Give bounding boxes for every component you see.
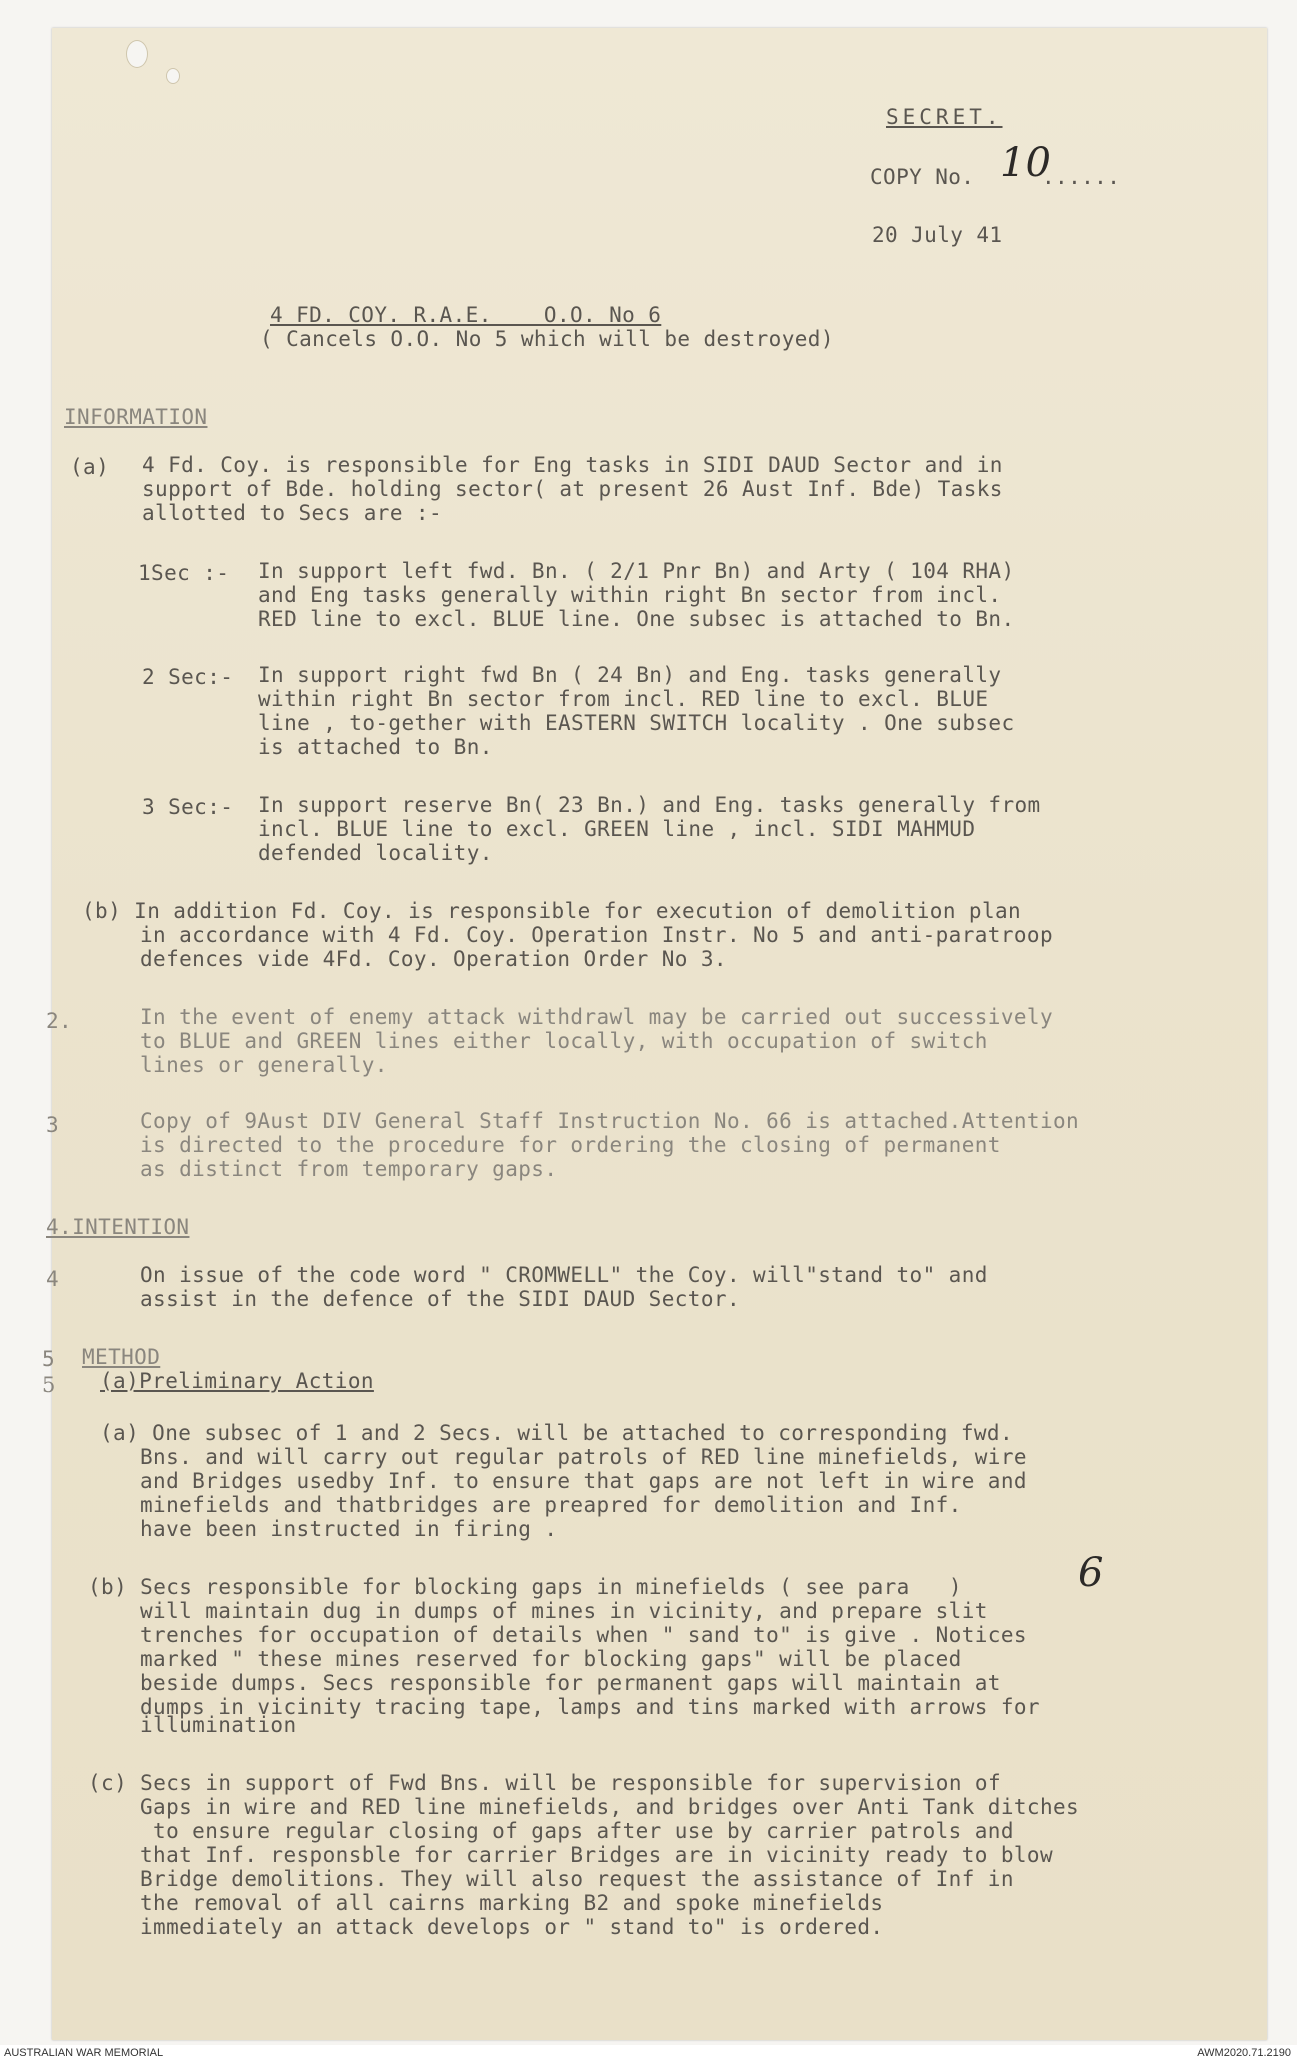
method-para-line: will maintain dug in dumps of mines in vicinity, and prepare slit — [140, 1599, 988, 1623]
punch-hole — [166, 68, 180, 84]
method-para-line: Bns. and will carry out regular patrols of RED line minefields, wire — [140, 1445, 1027, 1469]
para-3-line: Copy of 9Aust DIV General Staff Instruction No. 66 is attached.Attention — [140, 1109, 1080, 1133]
method-para-line: the removal of all cairns marking B2 and spoke minefields — [140, 1891, 884, 1915]
method-para-line: marked " these mines reserved for blocking gaps" will be placed — [140, 1647, 962, 1671]
method-para-line: (c) Secs in support of Fwd Bns. will be responsible for supervision of — [88, 1771, 1002, 1795]
intention-marker: 4 — [46, 1267, 60, 1291]
copy-number-label: COPY No. — [870, 165, 975, 189]
footer-institution: AUSTRALIAN WAR MEMORIAL — [4, 2047, 164, 2059]
sec-line: and Eng tasks generally within right Bn sector from incl. — [258, 583, 1002, 607]
para-2-line: lines or generally. — [140, 1053, 388, 1077]
document-page — [42, 28, 1267, 2040]
method-para-line: that Inf. responsble for carrier Bridges are in vicinity ready to blow — [140, 1843, 1054, 1867]
sec-line: In support left fwd. Bn. ( 2/1 Pnr Bn) and Arty ( 104 RHA) — [258, 559, 1015, 583]
document-date: 20 July 41 — [872, 223, 1003, 247]
method-para-line: to ensure regular closing of gaps after use by carrier patrols and — [140, 1819, 1014, 1843]
section-heading-information: INFORMATION — [64, 405, 208, 429]
para-b-line: (b) In addition Fd. Coy. is responsible for execution of demolition plan — [82, 899, 1022, 923]
para-3-line: as distinct from temporary gaps. — [140, 1157, 558, 1181]
method-para-line: beside dumps. Secs responsible for permanent gaps will maintain at — [140, 1671, 1001, 1695]
footer-accession-number: AWM2020.71.2190 — [1197, 2047, 1291, 2059]
order-subtitle: ( Cancels O.O. No 5 which will be destroyed) — [260, 327, 834, 351]
copy-number-handwritten: 10 — [1000, 140, 1051, 186]
para-reference-handwritten: 6 — [1078, 1550, 1104, 1596]
sec-line: line , to-gether with EASTERN SWITCH locality . One subsec — [258, 711, 1015, 735]
order-title: 4 FD. COY. R.A.E. O.O. No 6 — [270, 303, 662, 327]
method-para-line: Gaps in wire and RED line minefields, and bridges over Anti Tank ditches — [140, 1795, 1080, 1819]
sec-label: 2 Sec:- — [142, 665, 234, 689]
method-para-line: immediately an attack develops or " stand to" is ordered. — [140, 1915, 884, 1939]
intention-line: assist in the defence of the SIDI DAUD Sector. — [140, 1287, 740, 1311]
sec-line: defended locality. — [258, 841, 493, 865]
para-2-line: to BLUE and GREEN lines either locally, with occupation of switch — [140, 1029, 988, 1053]
para-2-line: In the event of enemy attack withdrawl may be carried out successively — [140, 1005, 1054, 1029]
method-marker: 5 — [42, 1347, 56, 1371]
para-b-line: in accordance with 4 Fd. Coy. Operation Instr. No 5 and anti-paratroop — [140, 923, 1054, 947]
para-3-marker: 3 — [46, 1113, 60, 1137]
intention-line: On issue of the code word " CROMWELL" the Coy. will"stand to" and — [140, 1263, 988, 1287]
punch-hole — [126, 40, 148, 68]
para-3-line: is directed to the procedure for ordering the closing of permanent — [140, 1133, 1001, 1157]
para-a-marker: (a) — [70, 455, 110, 479]
para-a-line: allotted to Secs are :- — [142, 501, 442, 525]
method-para-line: (a) One subsec of 1 and 2 Secs. will be attached to corresponding fwd. — [100, 1421, 1014, 1445]
sec-line: RED line to excl. BLUE line. One subsec is attached to Bn. — [258, 607, 1015, 631]
sec-label: 1Sec :- — [138, 561, 230, 585]
para-b-line: defences vide 4Fd. Coy. Operation Order No 3. — [140, 947, 727, 971]
method-para-line: and Bridges usedby Inf. to ensure that gaps are not left in wire and — [140, 1469, 1027, 1493]
section-heading-method: METHOD — [82, 1345, 161, 1369]
sec-line: In support right fwd Bn ( 24 Bn) and Eng. tasks generally — [258, 663, 1002, 687]
para-a-line: 4 Fd. Coy. is responsible for Eng tasks in SIDI DAUD Sector and in — [142, 453, 1003, 477]
method-para-line: illumination — [140, 1713, 297, 1737]
method-para-line: Bridge demolitions. They will also request the assistance of Inf in — [140, 1867, 1014, 1891]
method-marker-handwritten: 5 — [42, 1373, 56, 1397]
section-heading-intention: 4.INTENTION — [46, 1215, 190, 1239]
method-para-line: (b) Secs responsible for blocking gaps in minefields ( see para ) — [88, 1575, 962, 1599]
method-para-line: trenches for occupation of details when " sand to" is give . Notices — [140, 1623, 1027, 1647]
para-a-line: support of Bde. holding sector( at present 26 Aust Inf. Bde) Tasks — [142, 477, 1003, 501]
sec-label: 3 Sec:- — [142, 795, 234, 819]
copy-number-dots: ...... — [1042, 165, 1121, 189]
method-para-line: have been instructed in firing . — [140, 1517, 558, 1541]
method-para-line: minefields and thatbridges are preapred for demolition and Inf. — [140, 1493, 962, 1517]
method-subheading: (a)Preliminary Action — [100, 1369, 374, 1393]
sec-line: incl. BLUE line to excl. GREEN line , incl. SIDI MAHMUD — [258, 817, 976, 841]
sec-line: is attached to Bn. — [258, 735, 493, 759]
sec-line: In support reserve Bn( 23 Bn.) and Eng. tasks generally from — [258, 793, 1041, 817]
sec-line: within right Bn sector from incl. RED line to excl. BLUE — [258, 687, 989, 711]
classification-marking: SECRET. — [886, 105, 1003, 129]
method-para-line: dumps in vicinity tracing tape, lamps and tins marked with arrows for — [140, 1695, 1040, 1719]
para-2-marker: 2. — [46, 1009, 73, 1033]
